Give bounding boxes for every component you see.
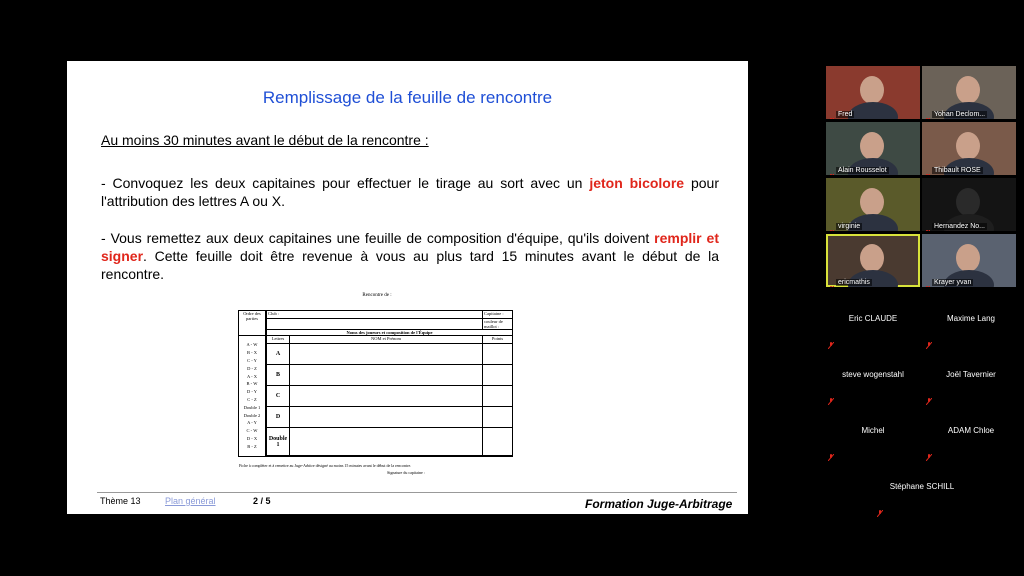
footer-brand: Formation Juge-Arbitrage [585,497,733,511]
video-tile[interactable] [826,234,920,287]
participant-name-tile[interactable] [922,306,1020,360]
participant-face [956,188,980,216]
video-tile[interactable] [826,178,920,231]
video-tile[interactable] [922,66,1016,119]
participant-name: virginie [838,223,861,230]
ordre-item: Double 2 [243,412,261,418]
participant-face [860,188,884,216]
col-lettres: Lettres [266,336,290,344]
slide-heading: Au moins 30 minutes avant le début de la rencontre : [101,132,429,148]
participant-name: steve wogenstahl [842,370,904,379]
ordre-item: C - Y [247,358,257,364]
footer-divider [97,492,737,493]
row-letter: C [266,386,290,407]
muted-mic-icon [924,111,930,117]
participant-name: Alain Rousselot [838,167,887,174]
ordre-item: Double 1 [243,404,261,410]
footer-theme: Thème 13 [100,496,141,506]
muted-mic-icon [828,223,834,229]
highlight-remplir: remplir et signer [101,230,719,264]
participant-name: Eric CLAUDE [848,314,898,323]
ordre-item: C - Z [247,397,257,402]
participant-name: Maxime Lang [946,314,996,323]
row-letter: A [266,344,290,365]
slide-title: Remplissage de la feuille de rencontre [262,88,553,107]
muted-mic-icon [828,167,834,173]
form-footnote: Fiche à compléter et à remettre au Juge-Arbitre désigné au moins 15 minutes avant le début de la rencontre. [239,463,412,468]
ordre-item: D - X [246,435,258,441]
participant-face [956,76,980,104]
muted-mic-icon [926,448,932,455]
participant-name: Joël Tavernier [946,370,996,379]
ordre-item: D - Y [246,389,258,395]
participant-face [860,132,884,160]
muted-mic-icon [877,504,883,511]
participant-name-tile[interactable] [824,306,922,360]
participant-name: Thibault ROSE [934,167,981,174]
video-tile[interactable] [826,122,920,175]
participant-name-tile[interactable] [922,418,1020,472]
participant-name: Krayer yvan [934,279,972,286]
participant-name-tile[interactable] [873,474,971,528]
highlight-jeton: jeton bicolore [589,175,685,191]
ordre-header: Ordre des parties [239,311,267,336]
participant-name: Yohan Declom... [934,111,986,118]
col-nom: NOM et Prénom [290,336,483,344]
participant-name-tile[interactable] [922,362,1020,416]
paragraph-1: - Convoquez les deux capitaines pour effectuer le tirage au sort avec un jeton bicolore pour l'attribution des lettres A ou X. [101,175,719,209]
form-title: Rencontre de : [362,293,392,298]
presentation-slide [67,61,748,514]
club-cell: Club : [266,311,483,319]
ordre-item: A - W [246,342,258,348]
row-letter: Double 1 [266,428,290,456]
ordre-item: A - Y [247,420,257,426]
video-tile[interactable] [922,234,1016,287]
row-letter: D [266,407,290,428]
muted-mic-icon [828,336,834,343]
team-sheet-image [237,291,517,481]
muted-mic-icon [924,279,930,285]
participant-face [860,244,884,272]
muted-mic-icon [924,167,930,173]
footer-page-number: 2 / 5 [253,496,271,506]
muted-mic-icon [924,223,930,229]
ordre-item: B - Z [247,443,257,449]
participant-name-tile[interactable] [824,362,922,416]
ordre-item: D - Z [247,365,257,371]
form-table [238,310,513,457]
ordre-item: A - X [247,373,257,379]
muted-mic-icon [926,336,932,343]
footer-plan-link[interactable]: Plan général [165,496,216,506]
composition-header: Noms des joueurs et composition de l'Équipe [266,330,513,336]
ordre-item: B - X [247,350,257,356]
ordre-item: C - W [246,428,258,434]
muted-mic-icon [828,448,834,455]
form-signature: Signature du capitaine : [387,470,425,475]
muted-mic-icon [828,279,834,285]
participant-name: Stéphane SCHILL [889,482,955,491]
muted-mic-icon [828,392,834,399]
participant-name: ADAM Chloe [947,426,995,435]
participant-body [848,102,898,119]
participant-name: ericmathis [838,279,870,286]
participant-face [860,76,884,104]
ordre-list [239,336,267,457]
capitaine-cell: Capitaine : [483,311,513,319]
participant-name: Fred [838,111,853,118]
paragraph-2: - Vous remettez aux deux capitaines une feuille de composition d'équipe, qu'ils doivent remplir et signer. Cette feuille doit être revenue à vous au plus tard 15 minutes avant le début de la rencontre. [101,230,719,282]
muted-mic-icon [926,392,932,399]
video-tile[interactable] [922,122,1016,175]
participant-face [956,244,980,272]
participant-face [956,132,980,160]
muted-mic-icon [828,111,834,117]
participant-name: Michel [861,426,885,435]
ordre-item: B - W [246,381,258,387]
participant-name: Hernandez No... [934,223,985,230]
video-tile[interactable] [922,178,1016,231]
col-points: Points [483,336,513,344]
maillot-cell: couleur de maillot : [483,319,513,330]
video-tile[interactable] [826,66,920,119]
participant-name-tile[interactable] [824,418,922,472]
row-letter: B [266,365,290,386]
